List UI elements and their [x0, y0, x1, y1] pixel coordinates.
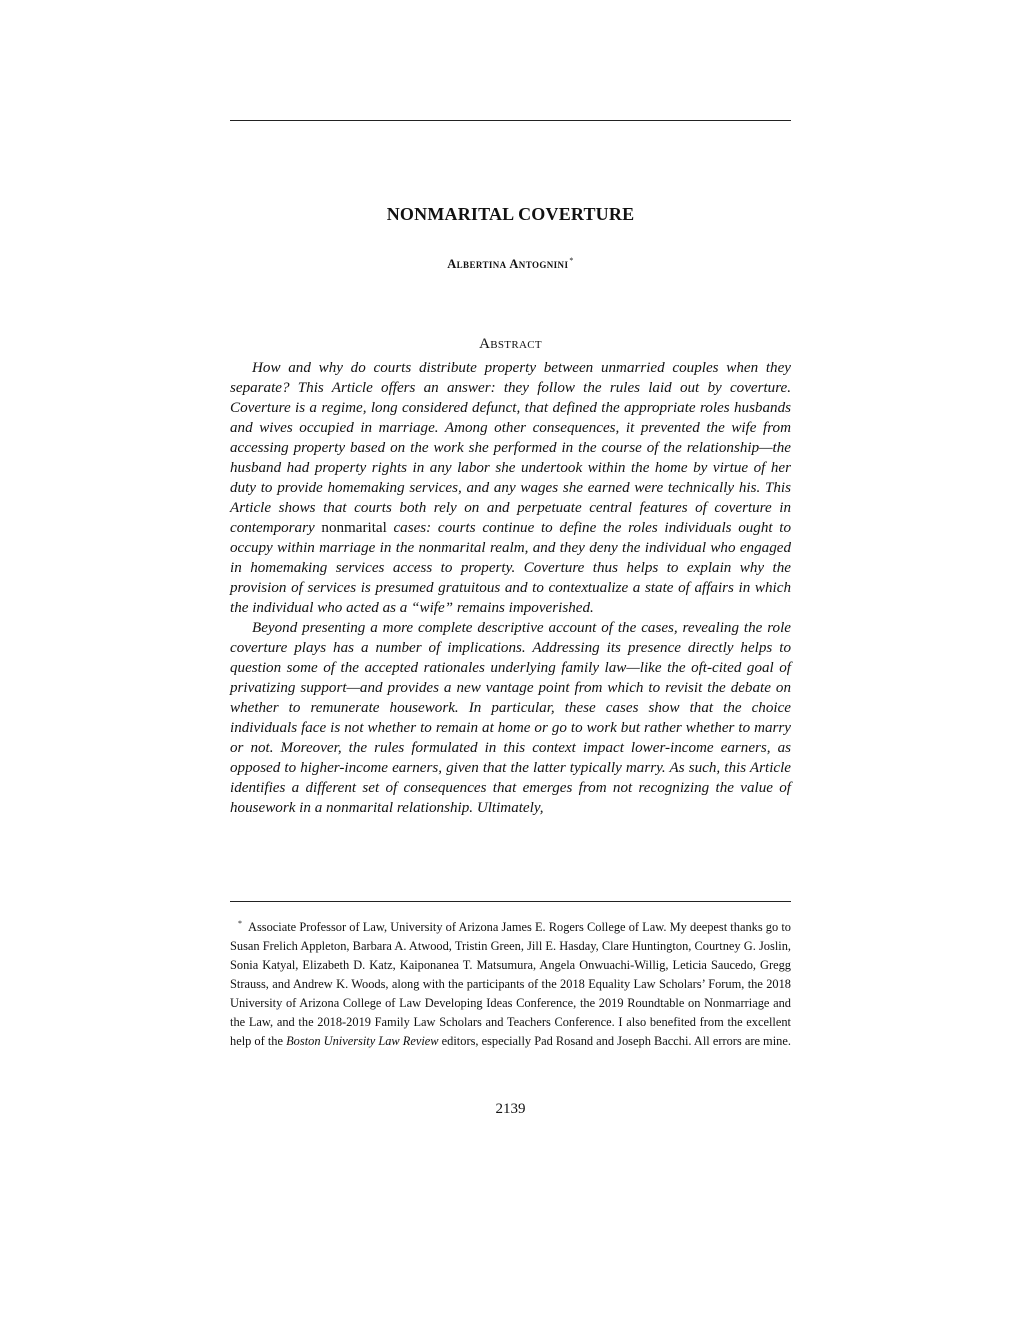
footnote-rule	[230, 901, 791, 902]
abstract-paragraph-1: How and why do courts distribute property between unmarried couples when they separate? This Article offers an answer: they follow the rules laid out by coverture. Coverture is a regime, long considered defunct, that defined the appropriate roles husbands and wives occupied in marriage. Among other consequences, it prevented the wife from accessing property based on the work she performed in the course of the relationship—the husband had property rights in any labor she undertook within the home by virtue of her duty to provide homemaking services, and any wages she earned were technically his. This Article shows that courts both rely on and perpetuate central features of coverture in contemporary nonmarital cases: courts continue to define the roles individuals ought to occupy within marriage in the nonmarital realm, and they deny the individual who engaged in homemaking services access to property. Coverture thus helps to explain why the provision of services is presumed gratuitous and to contextualize a state of affairs in which the individual who acted as a “wife” remains impoverished.	[230, 360, 792, 616]
author-footnote-mark[interactable]: *	[569, 256, 574, 265]
abstract-paragraph-2: Beyond presenting a more complete descriptive account of the cases, revealing the role coverture plays has a number of implications. Addressing its presence directly helps to question some of the accepted rationales underlying family law—like the oft-cited goal of privatizing support—and provides a new vantage point from which to revisit the debate on whether to remunerate housework. In particular, these cases show that the choice individuals face is not whether to remain at home or go to work but rather whether to marry or not. Moreover, the rules formulated in this context impact lower-income earners, as opposed to higher-income earners, given that the latter typically marry. As such, this Article identifies a different set of consequences that emerges from not recognizing the value of housework in a nonmarital relationship. Ultimately,	[230, 620, 791, 816]
author-line	[230, 256, 791, 272]
author-name: Albertina Antognini	[447, 257, 569, 272]
abstract-body	[230, 358, 791, 818]
journal-name: Boston University Law Review	[286, 1034, 439, 1049]
footnote-paragraph: * Associate Professor of Law, University of Arizona James E. Rogers College of Law. My deepest thanks go to Susan Frelich Appleton, Barbara A. Atwood, Tristin Green, Jill E. Hasday, Clare Huntington, Courtney G. Joslin, Sonia Katyal, Elizabeth D. Katz, Kaiponanea T. Matsumura, Angela Onwuachi-Willig, Leticia Saucedo, Gregg Strauss, and Andrew K. Woods, along with the participants of the 2018 Equality Law Scholars’ Forum, the 2018 University of Arizona College of Law Developing Ideas Conference, the 2019 Roundtable on Nonmarriage and the Law, and the 2018-2019 Family Law Scholars and Teachers Conference. I also benefited from the excellent help of the Boston University Law Review editors, especially Pad Rosand and Joseph Bacchi. All errors are mine.	[230, 919, 791, 1049]
document-page	[230, 0, 791, 1320]
nonmarital-upright-term: nonmarital	[321, 520, 387, 536]
abstract-heading: Abstract	[479, 336, 542, 352]
header-rule	[230, 120, 791, 121]
footnote-mark: *	[238, 919, 242, 928]
footnote	[230, 914, 791, 1051]
article-title: NONMARITAL COVERTURE	[386, 204, 635, 224]
page-number: 2139	[495, 1101, 526, 1117]
